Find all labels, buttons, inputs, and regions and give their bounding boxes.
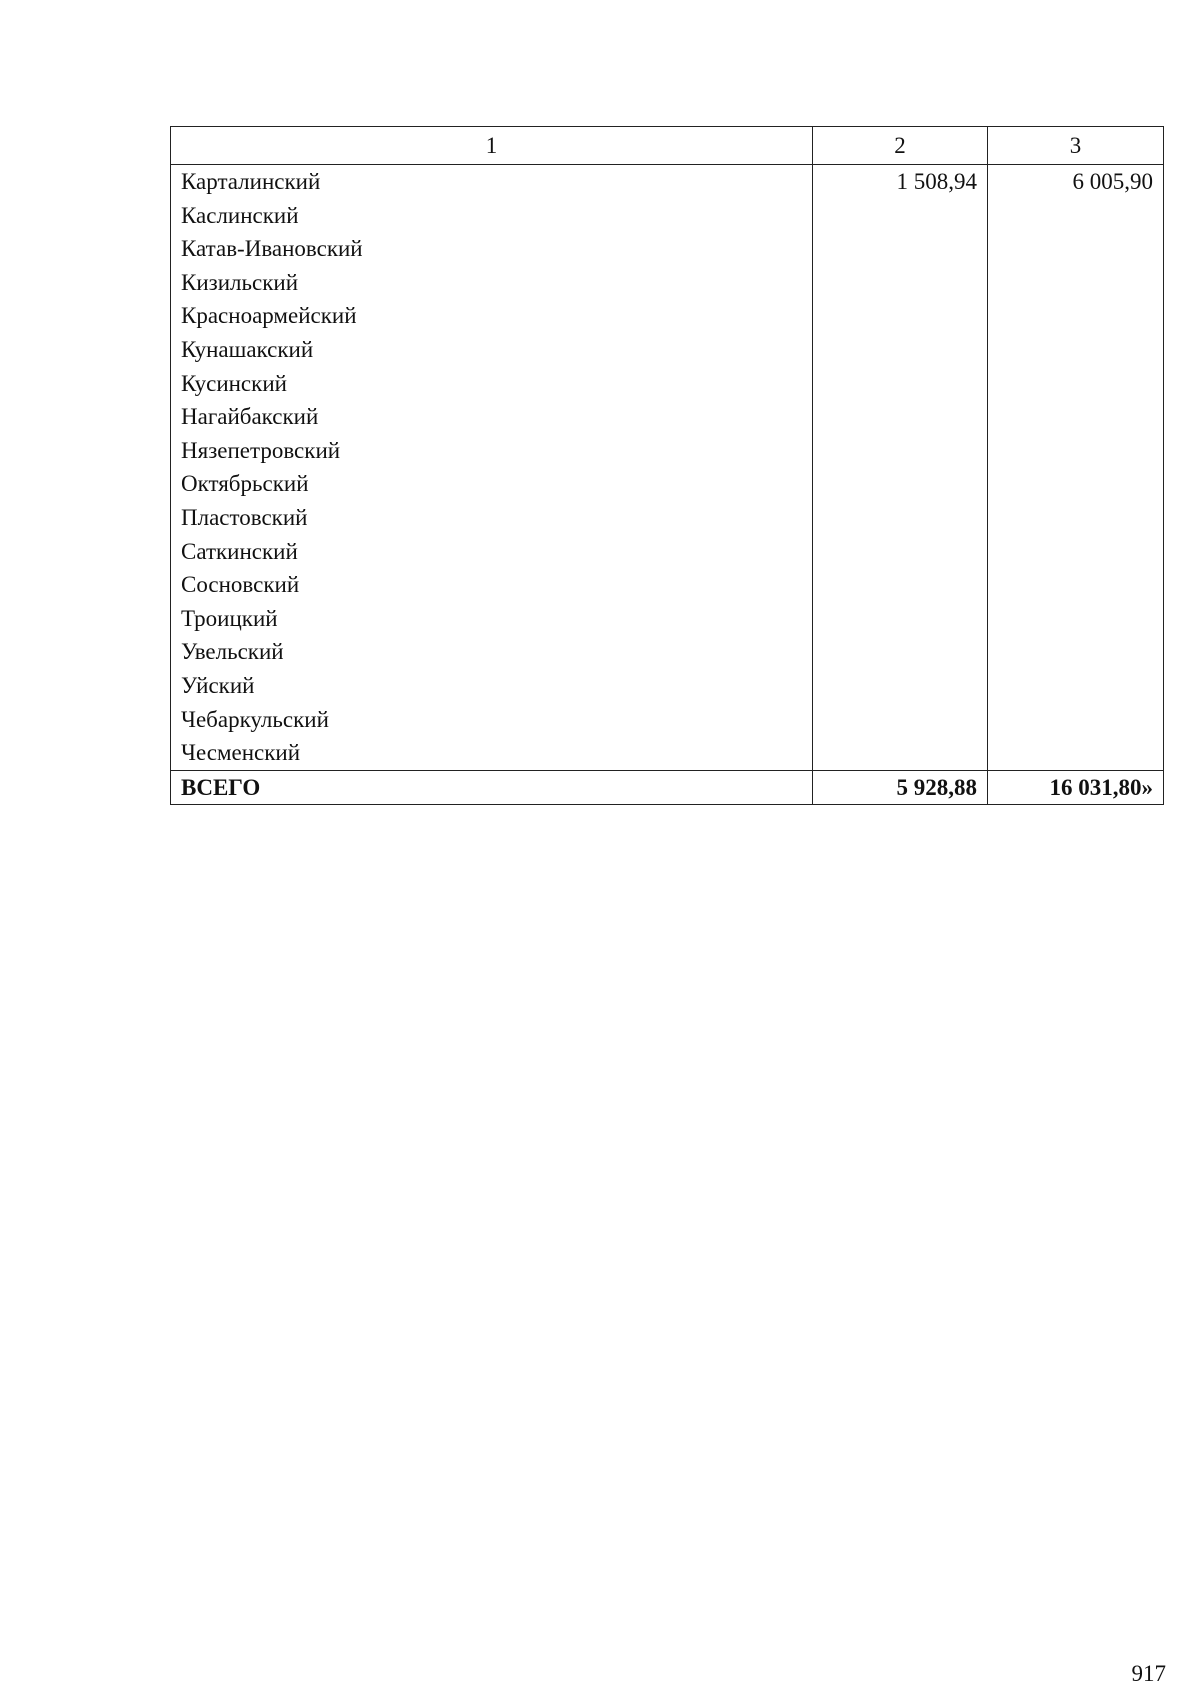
value-col3 — [988, 602, 1164, 636]
table-row — [171, 165, 1164, 199]
table-row — [171, 434, 1164, 468]
value-col3: 6 005,90 — [988, 165, 1164, 199]
value-col3 — [988, 467, 1164, 501]
value-col2 — [813, 299, 988, 333]
total-row — [171, 770, 1164, 804]
district-name: Сосновский — [171, 568, 813, 602]
district-name: Чесменский — [171, 736, 813, 770]
table-row — [171, 467, 1164, 501]
district-name: Кизильский — [171, 266, 813, 300]
table-row — [171, 266, 1164, 300]
value-col3 — [988, 635, 1164, 669]
table-row — [171, 568, 1164, 602]
value-col3 — [988, 434, 1164, 468]
value-col3 — [988, 199, 1164, 233]
value-col2 — [813, 333, 988, 367]
value-col3 — [988, 367, 1164, 401]
value-col2 — [813, 434, 988, 468]
table-row — [171, 703, 1164, 737]
value-col2 — [813, 367, 988, 401]
value-col3 — [988, 501, 1164, 535]
value-col3 — [988, 669, 1164, 703]
total-col3: 16 031,80» — [988, 770, 1164, 804]
value-col2 — [813, 635, 988, 669]
table-row — [171, 299, 1164, 333]
total-label: ВСЕГО — [171, 770, 813, 804]
table-row — [171, 199, 1164, 233]
value-col3 — [988, 266, 1164, 300]
data-table — [170, 126, 1164, 805]
table-row — [171, 602, 1164, 636]
value-col2 — [813, 736, 988, 770]
value-col2 — [813, 568, 988, 602]
district-name: Нагайбакский — [171, 400, 813, 434]
table-row — [171, 232, 1164, 266]
table-row — [171, 535, 1164, 569]
page-number: 917 — [1131, 1661, 1166, 1686]
district-name: Каслинский — [171, 199, 813, 233]
value-col2 — [813, 602, 988, 636]
value-col2 — [813, 199, 988, 233]
value-col3 — [988, 535, 1164, 569]
table-row — [171, 501, 1164, 535]
value-col2 — [813, 669, 988, 703]
table-header-row — [171, 127, 1164, 165]
value-col2: 1 508,94 — [813, 165, 988, 199]
table-row — [171, 669, 1164, 703]
value-col3 — [988, 568, 1164, 602]
table-row — [171, 333, 1164, 367]
value-col3 — [988, 400, 1164, 434]
total-col2: 5 928,88 — [813, 770, 988, 804]
value-col3 — [988, 736, 1164, 770]
district-name: Увельский — [171, 635, 813, 669]
table-row — [171, 736, 1164, 770]
table-row — [171, 635, 1164, 669]
table-row — [171, 400, 1164, 434]
value-col3 — [988, 232, 1164, 266]
column-header-2: 2 — [813, 127, 988, 165]
value-col2 — [813, 400, 988, 434]
value-col2 — [813, 703, 988, 737]
district-name: Уйский — [171, 669, 813, 703]
district-name: Нязепетровский — [171, 434, 813, 468]
column-header-1: 1 — [171, 127, 813, 165]
value-col3 — [988, 333, 1164, 367]
district-name: Пластовский — [171, 501, 813, 535]
table-row — [171, 367, 1164, 401]
value-col2 — [813, 501, 988, 535]
district-name: Кунашакский — [171, 333, 813, 367]
value-col2 — [813, 535, 988, 569]
district-name: Чебаркульский — [171, 703, 813, 737]
value-col2 — [813, 467, 988, 501]
value-col3 — [988, 299, 1164, 333]
district-name: Красноармейский — [171, 299, 813, 333]
value-col3 — [988, 703, 1164, 737]
value-col2 — [813, 266, 988, 300]
district-name: Кусинский — [171, 367, 813, 401]
district-name: Карталинский — [171, 165, 813, 199]
district-name: Троицкий — [171, 602, 813, 636]
value-col2 — [813, 232, 988, 266]
column-header-3: 3 — [988, 127, 1164, 165]
district-name: Октябрьский — [171, 467, 813, 501]
district-name: Катав-Ивановский — [171, 232, 813, 266]
district-name: Саткинский — [171, 535, 813, 569]
